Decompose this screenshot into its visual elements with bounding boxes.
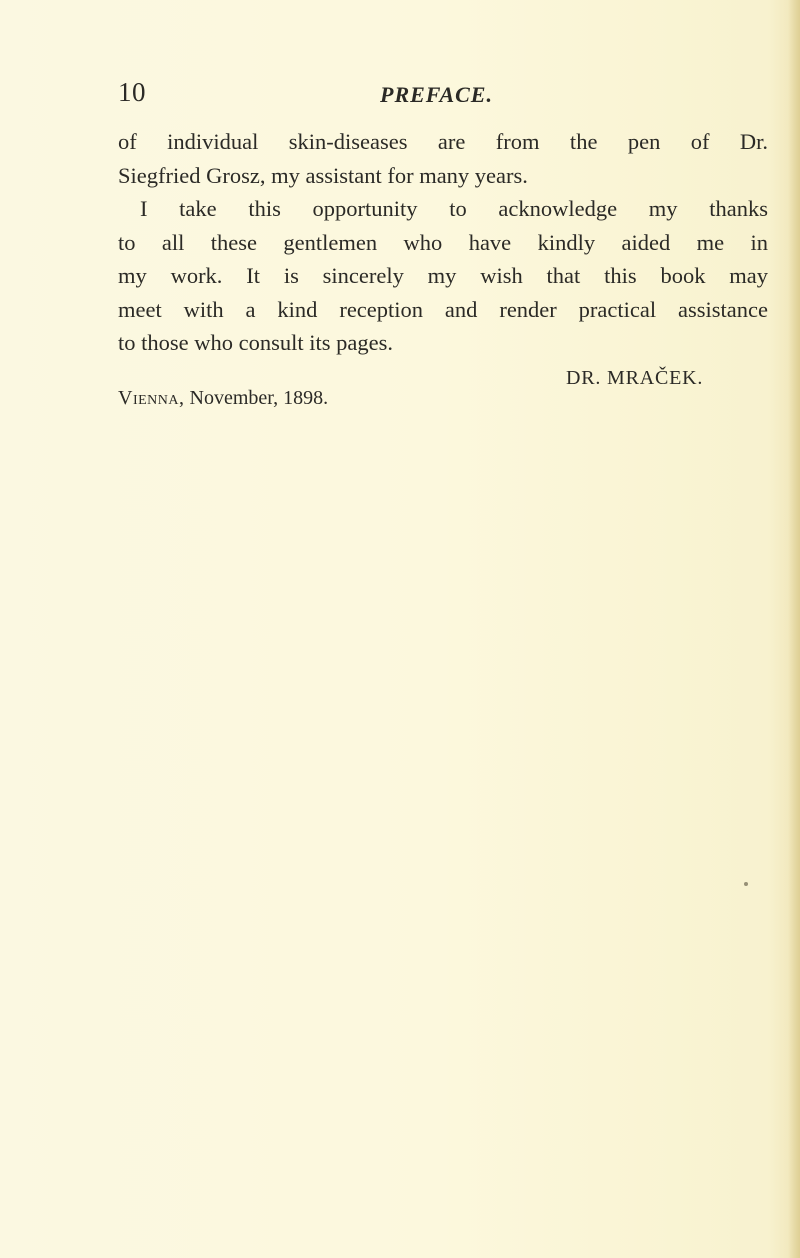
author-signature: DR. MRAČEK. <box>566 367 704 389</box>
text-line-2: Siegfried Grosz, my assistant for many years. <box>118 162 528 188</box>
dateline-place: Vienna, <box>118 387 185 409</box>
text-line-6: meet with a kind reception and render practical assistance <box>118 296 768 322</box>
text-line-3: I take this opportunity to acknowledge my thanks <box>140 196 768 221</box>
paper-speck <box>744 882 748 886</box>
text-line-5: my work. It is sincerely my wish that this book may <box>118 263 768 288</box>
body-text <box>118 125 768 360</box>
page-number: 10 <box>118 77 146 107</box>
text-line-7: to those who consult its pages. <box>118 330 393 355</box>
running-head <box>0 76 800 116</box>
text-line-1: of individual skin-diseases are from the pen of Dr. <box>118 129 768 154</box>
dateline <box>118 384 328 412</box>
running-title: PREFACE. <box>380 82 493 107</box>
dateline-date: November, 1898. <box>189 387 329 409</box>
page-edge-shadow <box>788 0 800 1258</box>
text-line-4: to all these gentlemen who have kindly aided me in <box>118 229 768 255</box>
